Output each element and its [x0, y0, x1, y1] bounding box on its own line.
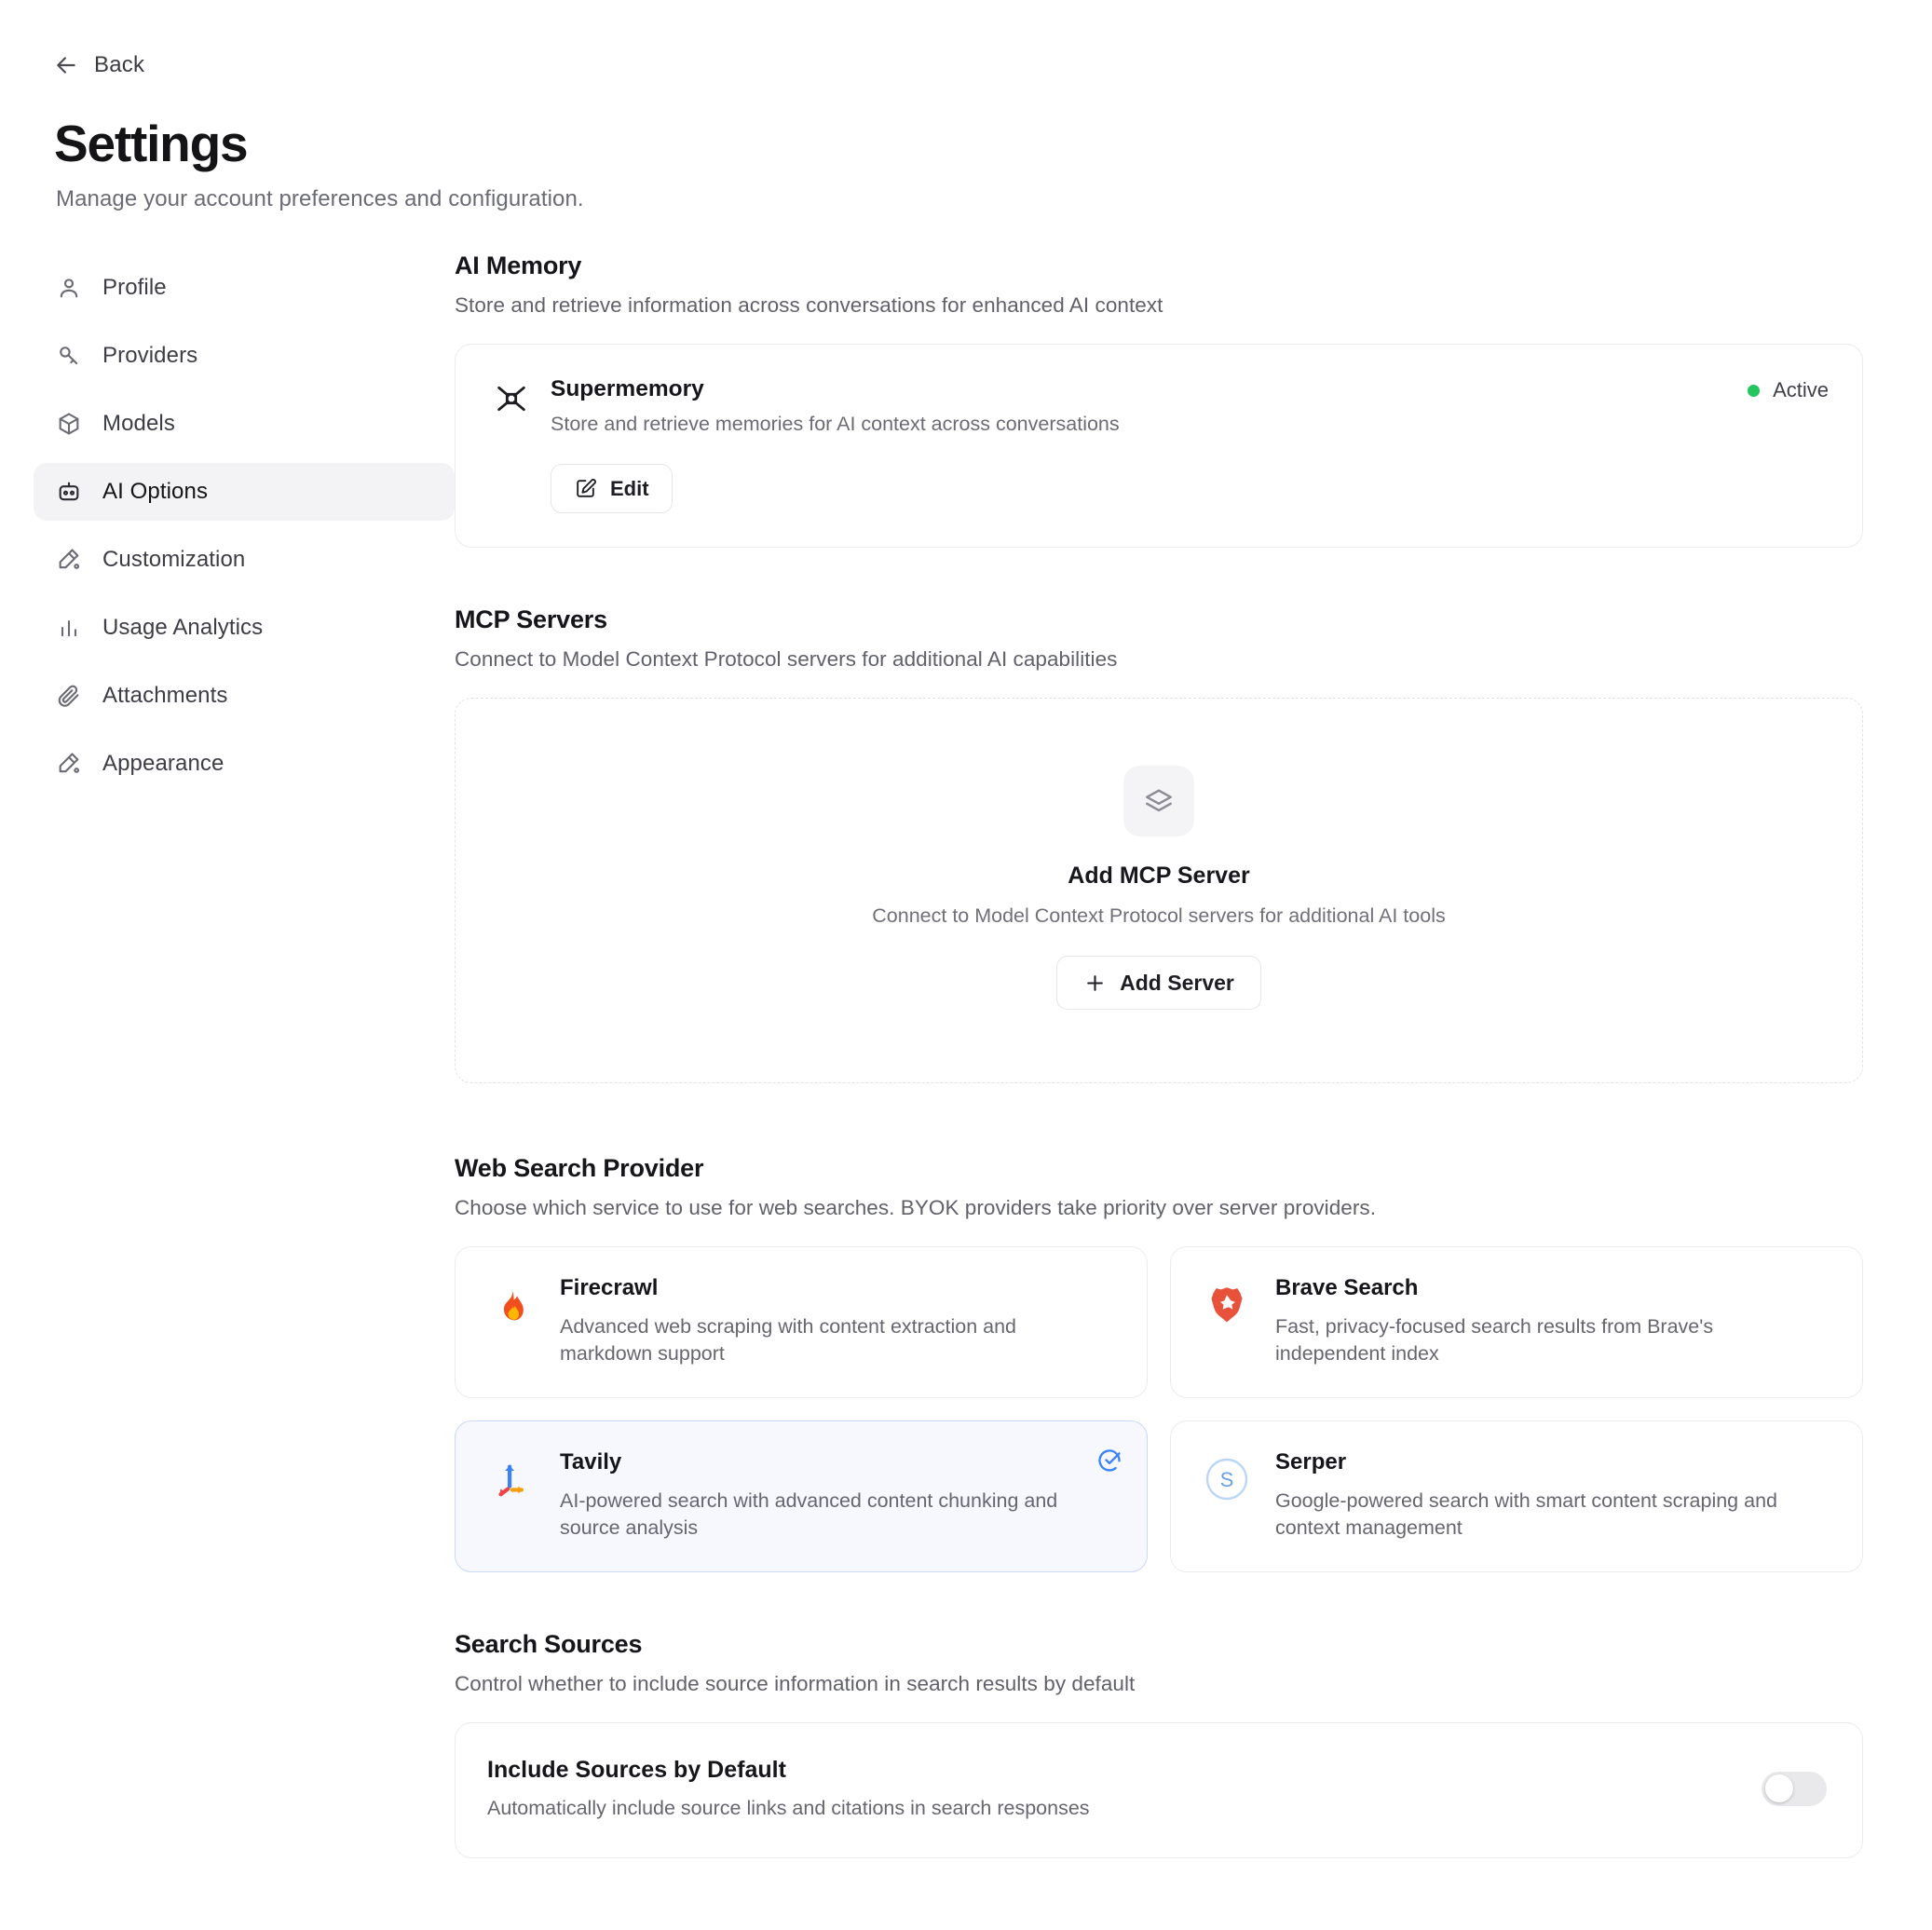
fire-icon — [487, 1281, 536, 1329]
palette-icon — [56, 751, 82, 777]
provider-name: Firecrawl — [560, 1275, 659, 1300]
mcp-description: Connect to Model Context Protocol servers for additional AI capabilities — [455, 647, 1118, 671]
search-sources-section — [455, 1630, 1863, 1858]
ai-memory-section — [455, 251, 1863, 548]
sidebar-item-appearance[interactable] — [34, 735, 455, 793]
memory-provider-desc: Store and retrieve memories for AI context across conversations — [551, 413, 1120, 435]
status-label: Active — [1773, 378, 1829, 401]
brave-lion-icon — [1203, 1281, 1251, 1329]
supermemory-card — [455, 344, 1863, 548]
search-sources-description: Control whether to include source information in search results by default — [455, 1672, 1136, 1696]
provider-desc: Advanced web scraping with content extraction and markdown support — [560, 1315, 1017, 1366]
include-sources-card — [455, 1722, 1863, 1858]
provider-grid — [455, 1246, 1863, 1572]
include-sources-toggle[interactable] — [1762, 1772, 1827, 1806]
page-subtitle: Manage your account preferences and configuration. — [56, 186, 584, 211]
chart-icon — [56, 615, 82, 641]
paperclip-icon — [56, 683, 82, 709]
provider-card-tavily[interactable] — [455, 1420, 1148, 1572]
check-circle-icon — [1096, 1448, 1122, 1474]
sidebar-item-ai-options[interactable] — [34, 463, 455, 521]
user-icon — [56, 275, 82, 301]
svg-text:S: S — [1219, 1468, 1234, 1492]
arrow-left-icon — [54, 53, 78, 77]
toggle-knob — [1765, 1774, 1793, 1802]
back-label: Back — [94, 52, 145, 77]
key-icon — [56, 343, 82, 369]
robot-icon — [56, 479, 82, 505]
paint-icon — [56, 547, 82, 573]
sidebar-item-models[interactable] — [34, 395, 455, 453]
mcp-icon-badge — [1123, 766, 1194, 836]
fire-glyph-icon — [491, 1284, 532, 1325]
supermemory-icon — [493, 380, 530, 417]
sidebar-item-label: Models — [102, 411, 175, 436]
settings-sidebar — [34, 251, 455, 803]
provider-card-brave-search[interactable] — [1170, 1246, 1863, 1398]
ai-memory-description: Store and retrieve information across conversations for enhanced AI context — [455, 293, 1163, 317]
sidebar-item-label: Providers — [102, 343, 198, 368]
sidebar-item-label: Customization — [102, 547, 246, 572]
sidebar-item-label: Appearance — [102, 751, 224, 776]
page-title: Settings — [54, 115, 248, 172]
sidebar-item-attachments[interactable] — [34, 667, 455, 725]
serper-s-glyph-icon — [1204, 1457, 1249, 1502]
sidebar-item-label: Attachments — [102, 683, 228, 708]
provider-desc: Fast, privacy-focused search results from Brave's independent index — [1275, 1315, 1714, 1366]
sidebar-item-providers[interactable] — [34, 327, 455, 385]
ai-memory-title: AI Memory — [455, 251, 582, 279]
serper-s-icon — [1203, 1455, 1251, 1503]
sidebar-item-profile[interactable] — [34, 259, 455, 317]
provider-name: Serper — [1275, 1449, 1347, 1475]
web-search-title: Web Search Provider — [455, 1154, 704, 1182]
mcp-title: MCP Servers — [455, 605, 607, 633]
include-sources-title: Include Sources by Default — [487, 1757, 786, 1784]
sidebar-item-usage-analytics[interactable] — [34, 599, 455, 657]
status-badge — [1748, 378, 1829, 402]
server-stack-icon — [1143, 785, 1175, 817]
back-button[interactable] — [54, 52, 144, 78]
mcp-empty-state — [455, 698, 1863, 1083]
plus-icon — [1083, 972, 1107, 995]
web-search-description: Choose which service to use for web searches. BYOK providers take priority over server providers. — [455, 1196, 1377, 1219]
settings-content — [455, 251, 1880, 1858]
sidebar-item-customization[interactable] — [34, 531, 455, 589]
edit-button-label: Edit — [610, 476, 649, 500]
status-dot-icon — [1748, 385, 1760, 397]
web-search-provider-section — [455, 1154, 1863, 1572]
add-server-button[interactable] — [1056, 956, 1261, 1010]
brave-lion-glyph-icon — [1205, 1284, 1248, 1326]
provider-desc: AI-powered search with advanced content chunking and source analysis — [560, 1489, 1058, 1540]
cube-icon — [56, 411, 82, 437]
memory-provider-name: Supermemory — [551, 376, 704, 401]
provider-card-serper[interactable] — [1170, 1420, 1863, 1572]
edit-pencil-icon — [574, 477, 597, 500]
sidebar-item-label: Usage Analytics — [102, 615, 264, 640]
add-server-label: Add Server — [1120, 970, 1234, 995]
tavily-arrows-icon — [487, 1455, 536, 1503]
sidebar-item-label: Profile — [102, 275, 167, 300]
sidebar-item-label: AI Options — [102, 479, 209, 504]
include-sources-desc: Automatically include source links and citations in search responses — [487, 1797, 1090, 1820]
provider-name: Brave Search — [1275, 1275, 1419, 1300]
provider-desc: Google-powered search with smart content scraping and context management — [1275, 1489, 1777, 1540]
edit-button[interactable] — [551, 464, 673, 513]
mcp-empty-desc: Connect to Model Context Protocol servers for additional AI tools — [872, 904, 1446, 927]
mcp-servers-section — [455, 605, 1863, 1083]
tavily-arrows-glyph-icon — [490, 1458, 533, 1501]
mcp-empty-title: Add MCP Server — [1068, 863, 1250, 889]
provider-name: Tavily — [560, 1449, 622, 1475]
search-sources-title: Search Sources — [455, 1630, 643, 1659]
provider-card-firecrawl[interactable] — [455, 1246, 1148, 1398]
